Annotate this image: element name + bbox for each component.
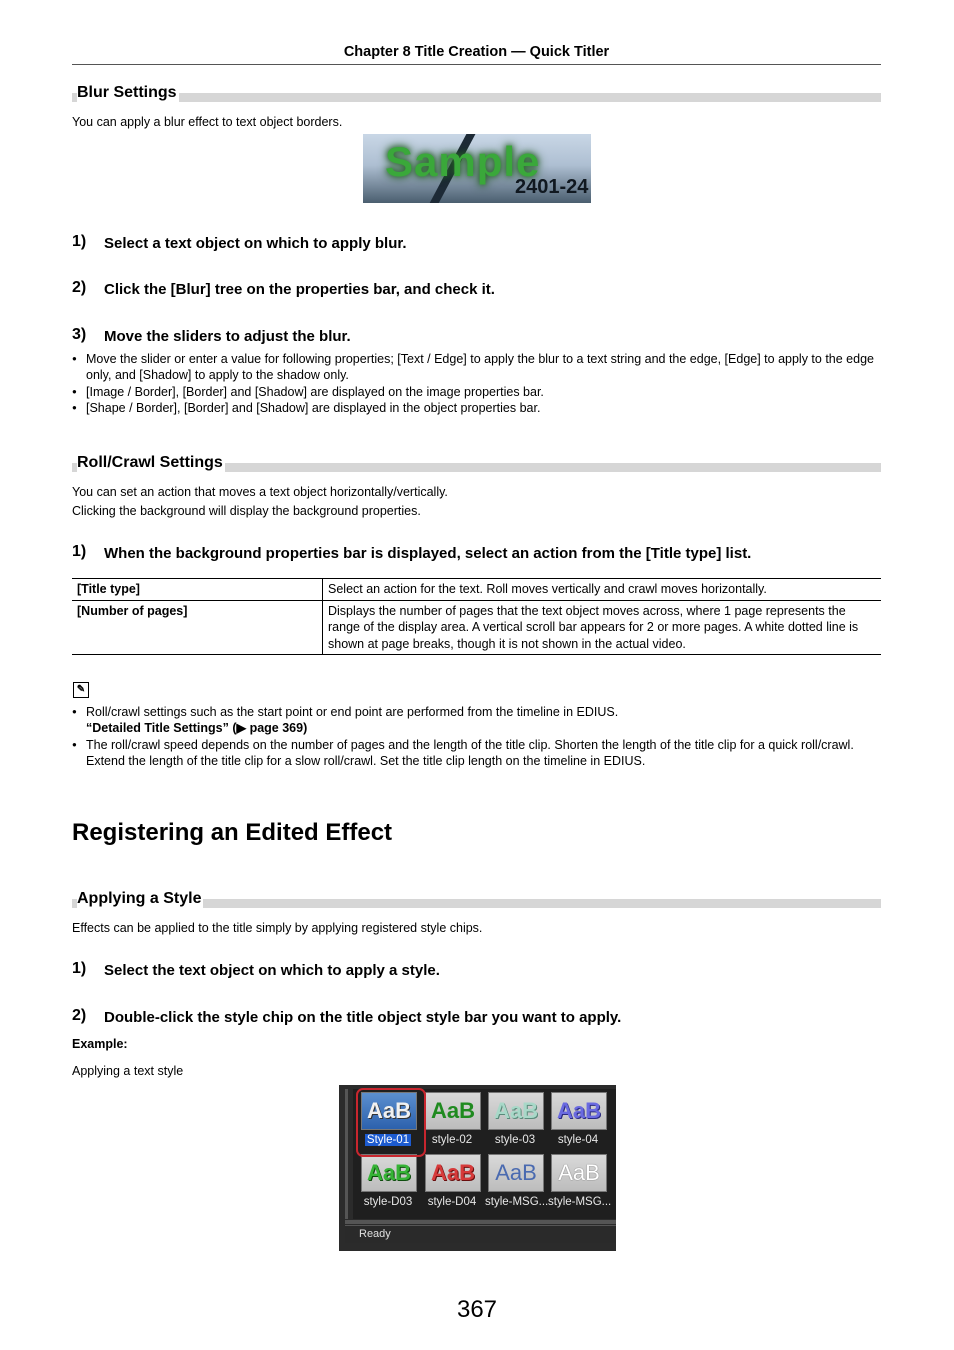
table-key: [Number of pages] bbox=[72, 600, 323, 655]
properties-table bbox=[72, 578, 881, 655]
table-value: Select an action for the text. Roll moves vertically and crawl moves horizontally. bbox=[323, 579, 882, 601]
style-chip[interactable] bbox=[422, 1092, 482, 1146]
table-row bbox=[72, 600, 881, 655]
style-chip-preview: AaB bbox=[425, 1154, 481, 1192]
style-step-2-text: Double-click the style chip on the title object style bar you want to apply. bbox=[104, 1009, 622, 1026]
style-chip-label: style-D04 bbox=[427, 1196, 477, 1208]
rollcrawl-step-1-number: 1) bbox=[72, 543, 87, 560]
blur-bullet-list bbox=[72, 351, 884, 416]
table-key: [Title type] bbox=[72, 579, 323, 601]
style-chip[interactable] bbox=[358, 1154, 418, 1208]
horizontal-scrollbar[interactable] bbox=[345, 1220, 616, 1224]
cross-reference-link[interactable]: “Detailed Title Settings” (▶ page 369) bbox=[86, 721, 308, 736]
table-row bbox=[72, 579, 881, 601]
style-chip[interactable] bbox=[422, 1154, 482, 1208]
note-bullet-text: Roll/crawl settings such as the start point or end point are performed from the timeline in EDIUS. bbox=[86, 705, 619, 719]
style-chip-label: Style-01 bbox=[366, 1134, 410, 1146]
style-chip-label: style-04 bbox=[557, 1134, 599, 1146]
blur-step-3-text: Move the sliders to adjust the blur. bbox=[104, 328, 351, 345]
rollcrawl-intro-2: Clicking the background will display the background properties. bbox=[72, 504, 421, 518]
header-rule bbox=[72, 64, 881, 65]
blur-step-2-number: 2) bbox=[72, 279, 87, 296]
sample-image-number: 2401-24 bbox=[515, 176, 589, 198]
style-chip[interactable] bbox=[485, 1154, 549, 1208]
section-title-text: Applying a Style bbox=[77, 890, 202, 907]
example-label: Example: bbox=[72, 1037, 128, 1051]
style-chip-label: style-MSG... bbox=[485, 1196, 549, 1208]
blur-step-2-text: Click the [Blur] tree on the properties bar, and check it. bbox=[104, 281, 495, 298]
style-chip[interactable] bbox=[548, 1092, 608, 1146]
style-chip-preview: AaB bbox=[361, 1154, 417, 1192]
style-chip-preview: AaB bbox=[361, 1092, 417, 1130]
example-caption: Applying a text style bbox=[72, 1064, 184, 1078]
style-step-2-number: 2) bbox=[72, 1007, 87, 1024]
style-chip-label: style-03 bbox=[494, 1134, 536, 1146]
blur-step-1-number: 1) bbox=[72, 233, 87, 250]
section-title-text: Roll/Crawl Settings bbox=[77, 454, 223, 471]
blur-sample-image bbox=[363, 134, 591, 203]
style-chip-preview: AaB bbox=[488, 1092, 544, 1130]
blur-step-1-text: Select a text object on which to apply blur. bbox=[104, 235, 407, 252]
style-chip[interactable] bbox=[548, 1154, 612, 1208]
blur-bullet: ● [Image / Border], [Border] and [Shadow] are displayed on the image properties bar. bbox=[72, 384, 884, 400]
style-chip-label: style-MSG... bbox=[548, 1196, 612, 1208]
style-chip-label: style-02 bbox=[431, 1134, 473, 1146]
style-chip-preview: AaB bbox=[551, 1154, 607, 1192]
style-chip-preview: AaB bbox=[551, 1092, 607, 1130]
style-chip[interactable] bbox=[485, 1092, 545, 1146]
style-bar-divider bbox=[345, 1089, 348, 1219]
sample-image-word: Sample bbox=[385, 138, 541, 185]
blur-intro: You can apply a blur effect to text object borders. bbox=[72, 115, 343, 129]
section-title-bar bbox=[72, 93, 881, 102]
section-title-applying-style bbox=[72, 892, 881, 908]
note-icon: ✎ bbox=[73, 682, 89, 698]
rollcrawl-step-1-text: When the background properties bar is displayed, select an action from the [Title type] list. bbox=[104, 545, 752, 562]
style-step-1-number: 1) bbox=[72, 960, 87, 977]
blur-step-3-number: 3) bbox=[72, 326, 87, 343]
note-bullet: ● The roll/crawl speed depends on the number of pages and the length of the title clip. Shorten the length of the title clip for a quick roll/crawl. Extend the length of the title clip for a slow roll/crawl. Set the title clip length on the timeline in EDIUS. bbox=[72, 737, 884, 770]
blur-bullet: ● Move the slider or enter a value for following properties; [Text / Edge] to apply the blur to a text string and the edge, [Edge] to apply to the edge only, and [Shadow] to apply to the shadow only. bbox=[72, 351, 884, 384]
status-bar: Ready bbox=[345, 1225, 616, 1243]
note-bullet-list bbox=[72, 704, 884, 769]
page-number: 367 bbox=[456, 1296, 498, 1323]
page-heading: Registering an Edited Effect bbox=[72, 819, 393, 846]
style-chip-label: style-D03 bbox=[363, 1196, 413, 1208]
table-value: Displays the number of pages that the text object moves across, where 1 page represents the range of the display area. A vertical scroll bar appears for 2 or more pages. A white dotted line is shown at page breaks, though it is not shown in the actual video. bbox=[323, 600, 882, 655]
section-title-rollcrawl bbox=[72, 456, 881, 472]
rollcrawl-intro-1: You can set an action that moves a text object horizontally/vertically. bbox=[72, 485, 448, 499]
selection-highlight bbox=[356, 1088, 426, 1157]
blur-bullet: ● [Shape / Border], [Border] and [Shadow] are displayed in the object properties bar. bbox=[72, 400, 884, 416]
note-bullet bbox=[72, 704, 884, 737]
style-step-1-text: Select the text object on which to apply a style. bbox=[104, 962, 440, 979]
chapter-header: Chapter 8 Title Creation — Quick Titler bbox=[343, 44, 610, 60]
section-title-text: Blur Settings bbox=[77, 84, 177, 101]
style-chip-preview: AaB bbox=[488, 1154, 544, 1192]
section-title-blur bbox=[72, 86, 881, 102]
style-chip-preview: AaB bbox=[425, 1092, 481, 1130]
style-intro: Effects can be applied to the title simply by applying registered style chips. bbox=[72, 921, 483, 935]
